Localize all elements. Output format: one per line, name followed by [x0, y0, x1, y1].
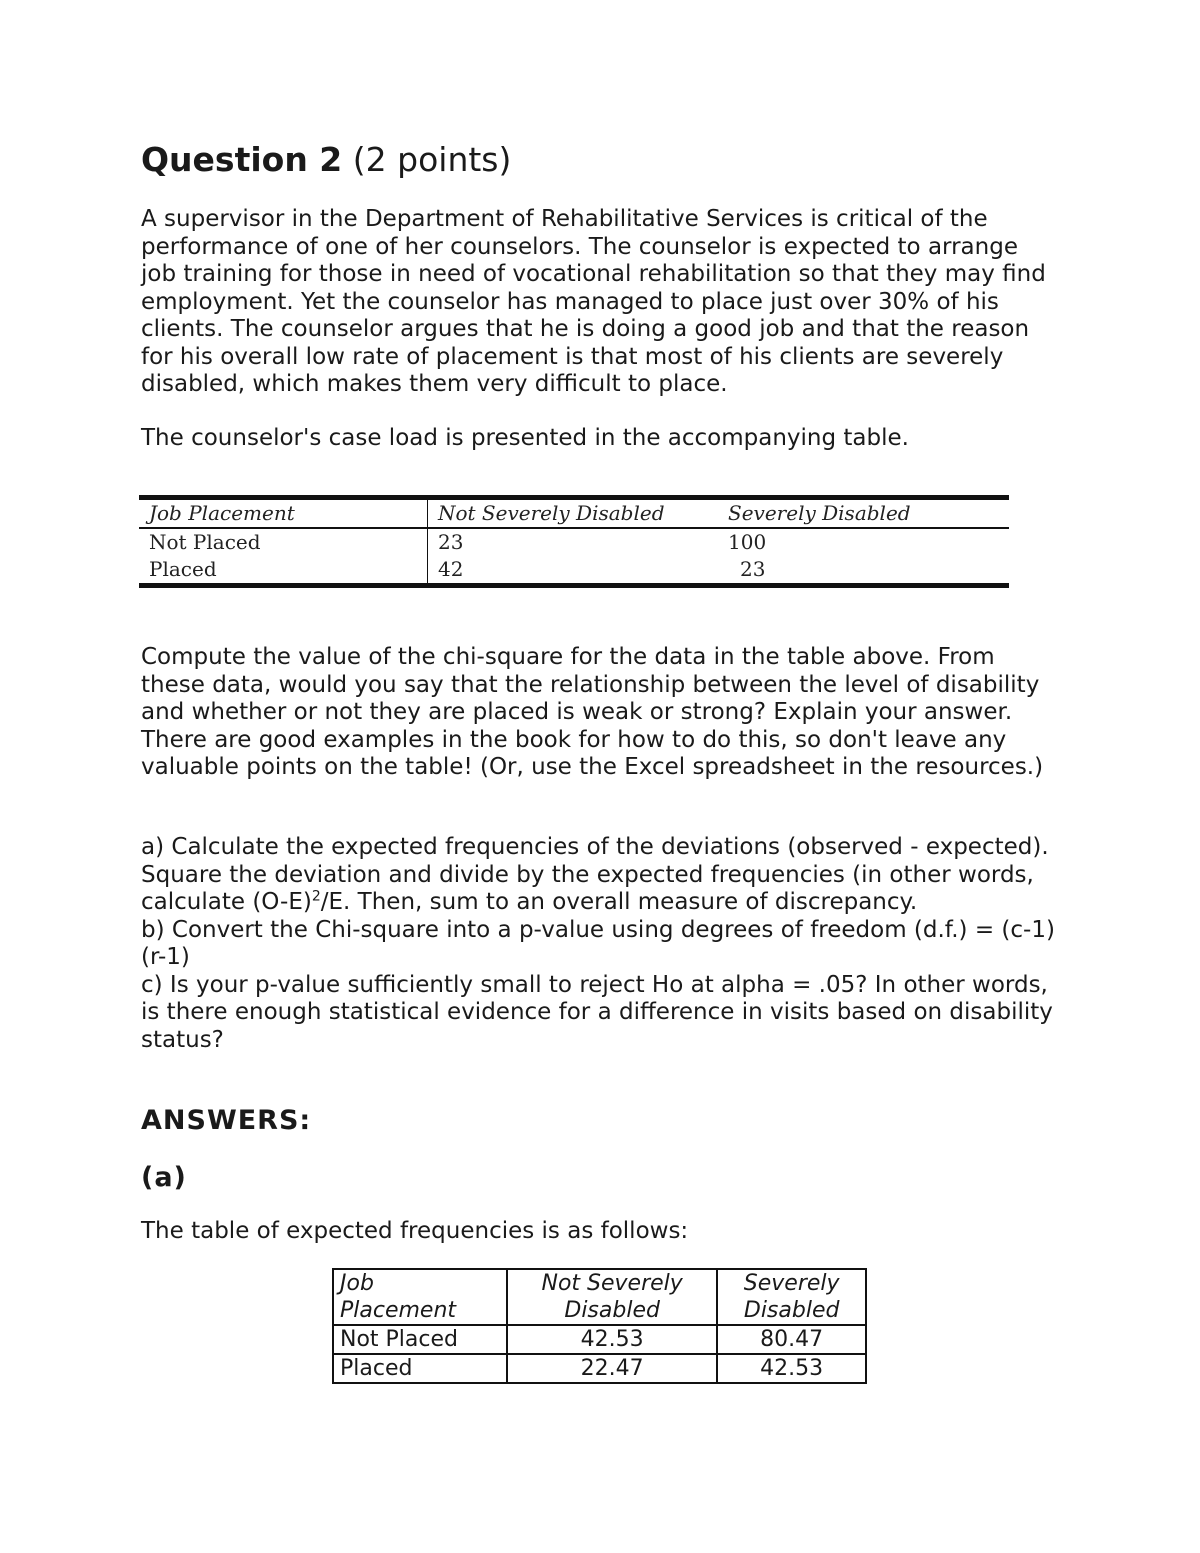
observed-table-header-row: [139, 498, 1009, 529]
header-line: Severely: [743, 1271, 840, 1296]
table-row: [139, 528, 1009, 556]
task-paragraph: Compute the value of the chi-square for the data in the table above. From these data, would you say that the relationship between the level of disability and whether or not they are placed is weak or strong? Explain your answer. There are good examples in the book for how to do this, so don't leave any valuable points on the table! (Or, use the Excel spreadsheet in the resources.): [141, 644, 1044, 780]
part-c-instruction: c) Is your p-value sufficiently small to reject Ho at alpha = .05? In other words, is there enough statistical evidence for a difference in visits based on disability status?: [141, 971, 1053, 1053]
instructions-block: [141, 834, 1056, 1054]
question-title-bold: Question 2: [141, 140, 343, 179]
observed-cell-not-severe: 23: [438, 530, 464, 554]
expected-header-job-placement: [333, 1269, 507, 1325]
observed-table: [139, 495, 1009, 588]
header-line: Not Severely: [541, 1271, 683, 1296]
observed-cell-not-severe: 42: [438, 557, 464, 581]
table-row: [139, 556, 1009, 586]
part-a-text-end: /E. Then, sum to an overall measure of discrepancy.: [320, 889, 918, 915]
expected-table-header-row: [333, 1269, 866, 1325]
expected-header-not-severe: [507, 1269, 717, 1325]
expected-cell-not-severe: 22.47: [507, 1354, 717, 1383]
caseload-paragraph: The counselor's case load is presented in the accompanying table.: [141, 425, 909, 451]
header-line: Placement: [340, 1298, 457, 1323]
question-points: (2 points): [352, 140, 512, 179]
observed-header-severe: Severely Disabled: [728, 501, 911, 525]
expected-cell-not-severe: 42.53: [507, 1325, 717, 1354]
table-row: [333, 1325, 866, 1354]
expected-row-label: Not Placed: [333, 1325, 507, 1354]
table-row: [333, 1354, 866, 1383]
observed-cell-severe: 23: [740, 557, 766, 581]
header-line: Disabled: [564, 1298, 660, 1323]
observed-cell-severe: 100: [728, 530, 767, 554]
expected-header-severe: [717, 1269, 866, 1325]
expected-cell-severe: 42.53: [717, 1354, 866, 1383]
observed-header-job-placement: Job Placement: [139, 498, 428, 529]
answer-part-a-label: (a): [141, 1162, 187, 1193]
part-a-text: a) Calculate the expected frequencies of the deviations (observed - expected). Square the deviation and divide by the expected frequencies (in other words, calculate (O-E): [141, 834, 1049, 915]
expected-intro-paragraph: The table of expected frequencies is as follows:: [141, 1218, 689, 1244]
observed-row-label: Placed: [139, 556, 428, 586]
observed-row-label: Not Placed: [139, 528, 428, 556]
observed-header-not-severe: Not Severely Disabled: [438, 501, 665, 525]
part-b-instruction: b) Convert the Chi-square into a p-value using degrees of freedom (d.f.) = (c-1)(r-1): [141, 916, 1055, 970]
question-title: [141, 138, 511, 182]
header-line: Disabled: [743, 1298, 840, 1323]
header-line: Job: [340, 1271, 374, 1296]
answers-heading: ANSWERS:: [141, 1105, 312, 1136]
expected-table: [332, 1268, 867, 1384]
superscript-two: 2: [311, 888, 321, 905]
intro-paragraph: A supervisor in the Department of Rehabilitative Services is critical of the performance of one of her counselors. The counselor is expected to arrange job training for those in need of vocational rehabilitation so that they may find employment. Yet the counselor has managed to place just over 30% of his clients. The counselor argues that he is doing a good job and that the reason for his overall low rate of placement is that most of his clients are severely disabled, which makes them very difficult to place.: [141, 206, 1046, 397]
expected-row-label: Placed: [333, 1354, 507, 1383]
expected-cell-severe: 80.47: [717, 1325, 866, 1354]
part-a-instruction: [141, 834, 1056, 917]
